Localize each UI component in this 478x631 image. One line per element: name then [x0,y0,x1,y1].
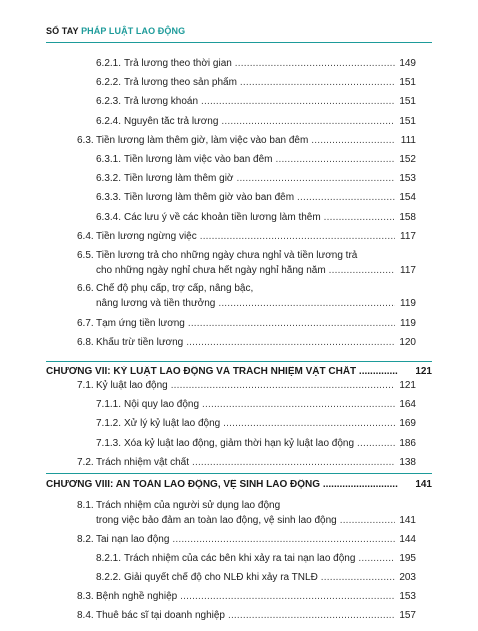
entry-title: nâng lương và tiền thưởng ..... [96,298,395,310]
toc-entry[interactable] [0,96,478,108]
entry-number: 6.2.1. [96,58,122,69]
entry-page: 119 [400,318,416,329]
entry-title: Xóa kỷ luật lao động, giảm thời hạn kỷ luật lao động ..... [124,438,395,450]
entry-number: 7.1.1. [96,399,122,410]
entry-title: Thuê bác sĩ tại doanh nghiệp ..... [96,610,395,622]
entry-page: 153 [399,591,416,602]
entry-page: 144 [399,534,416,545]
entry-page: 186 [399,438,416,449]
entry-page: 151 [399,116,416,127]
header-rule [46,42,432,43]
entry-title-line1: Tiền lương trả cho những ngày chưa nghỉ và tiền lương trả [96,250,358,261]
entry-number: 7.1.3. [96,438,122,449]
entry-page: 203 [399,572,416,583]
entry-number: 8.3. [77,591,94,602]
chapter-page: 121 [415,366,432,377]
entry-number: 6.3.4. [96,212,122,223]
chapter-rule-top [46,473,432,474]
toc-entry[interactable] [0,231,478,243]
toc-entry[interactable] [0,500,478,528]
entry-number: 6.2.3. [96,96,122,107]
entry-title: Xử lý kỷ luật lao động ..... [124,418,395,430]
entry-title: cho những ngày nghỉ chưa hết ngày nghỉ hằng năm ..... [96,265,395,277]
entry-number: 6.3.3. [96,192,122,203]
entry-number: 6.7. [77,318,94,329]
entry-title: Tiền lương ngừng việc ..... [96,231,395,243]
entry-number: 8.1. [77,500,94,511]
toc-entry[interactable] [0,58,478,70]
entry-number: 6.8. [77,337,94,348]
toc-entry[interactable] [0,534,478,546]
entry-page: 154 [399,192,416,203]
toc-entry[interactable] [0,283,478,311]
entry-number: 8.4. [77,610,94,621]
entry-title: trong việc bảo đảm an toàn lao động, vệ sinh lao động ..... [96,515,395,527]
chapter-title: CHƯƠNG VII: KỶ LUẬT LAO ĐỘNG VÀ TRÁCH NHIỆM VẬT CHẤT ..... [46,366,398,377]
entry-page: 117 [400,231,416,242]
entry-page: 138 [399,457,416,468]
toc-entry[interactable] [0,553,478,565]
entry-page: 153 [399,173,416,184]
toc-entry[interactable] [0,337,478,349]
toc-entry[interactable] [0,135,478,147]
entry-page: 158 [399,212,416,223]
entry-number: 7.1. [77,380,94,391]
entry-number: 6.3.1. [96,154,122,165]
entry-number: 6.3. [77,135,94,146]
toc-entry[interactable] [0,572,478,584]
toc-entry[interactable] [0,173,478,185]
entry-title-line1: Trách nhiệm của người sử dụng lao động [96,500,281,511]
entry-title: Tiền lương làm thêm giờ, làm việc vào ban đêm ..... [96,135,395,147]
header-prefix: SỔ TAY [46,26,79,36]
header-title: PHÁP LUẬT LAO ĐỘNG [81,26,186,36]
toc-entry[interactable] [0,318,478,330]
toc-entry[interactable] [0,154,478,166]
entry-page: 151 [399,77,416,88]
toc-entry[interactable] [0,438,478,450]
entry-number: 6.3.2. [96,173,122,184]
entry-title: Tai nạn lao động ..... [96,534,395,546]
toc-entry[interactable] [0,192,478,204]
entry-title: Tiền lương làm thêm giờ vào ban đêm ..... [124,192,395,204]
entry-number: 7.1.2. [96,418,122,429]
entry-page: 121 [399,380,416,391]
entry-page: 151 [399,96,416,107]
entry-number: 6.5. [77,250,94,261]
entry-number: 8.2. [77,534,94,545]
entry-page: 141 [399,515,416,526]
entry-page: 152 [399,154,416,165]
chapter-page: 141 [415,479,432,490]
entry-title: Trả lương theo thời gian ..... [124,58,395,70]
toc-entry[interactable] [0,250,478,278]
toc-entry[interactable] [0,591,478,603]
chapter-heading [46,366,432,378]
entry-number: 6.6. [77,283,94,294]
chapter-rule-top [46,361,432,362]
entry-title: Giải quyết chế độ cho NLĐ khi xảy ra TNLĐ ..... [124,572,395,584]
entry-number: 8.2.2. [96,572,122,583]
toc-entry[interactable] [0,380,478,392]
entry-page: 164 [399,399,416,410]
entry-page: 119 [400,298,416,309]
toc-entry[interactable] [0,116,478,128]
toc-entry[interactable] [0,418,478,430]
chapter-heading [46,479,432,491]
entry-title: Trả lương theo sản phẩm ..... [124,77,395,89]
entry-page: 117 [400,265,416,276]
entry-page: 120 [399,337,416,348]
toc-entry[interactable] [0,457,478,469]
entry-number: 6.2.2. [96,77,122,88]
entry-title: Bệnh nghề nghiệp ..... [96,591,395,603]
entry-number: 6.4. [77,231,94,242]
entry-title: Trách nhiệm vật chất ..... [96,457,395,469]
entry-title: Trả lương khoán ..... [124,96,395,108]
entry-page: 149 [399,58,416,69]
entry-title: Nguyên tắc trả lương ..... [124,116,395,128]
entry-number: 8.2.1. [96,553,122,564]
toc-entry[interactable] [0,212,478,224]
entry-page: 157 [399,610,416,621]
entry-number: 6.2.4. [96,116,122,127]
entry-title: Tiền lương làm việc vào ban đêm ..... [124,154,395,166]
entry-title: Trách nhiệm của các bên khi xảy ra tai nạn lao động ..... [124,553,395,565]
entry-page: 195 [399,553,416,564]
entry-title: Kỷ luật lao động ..... [96,380,395,392]
entry-number: 7.2. [77,457,94,468]
toc-entry[interactable] [0,610,478,622]
running-header [46,26,185,36]
toc-entry[interactable] [0,77,478,89]
entry-page: 169 [399,418,416,429]
entry-title: Tạm ứng tiền lương ..... [96,318,395,330]
toc-entry[interactable] [0,399,478,411]
entry-title: Các lưu ý về các khoản tiền lương làm thêm ..... [124,212,395,224]
entry-title: Tiền lương làm thêm giờ ..... [124,173,395,185]
entry-title: Khấu trừ tiền lương ..... [96,337,395,349]
chapter-title: CHƯƠNG VIII: AN TOÀN LAO ĐỘNG, VỆ SINH LAO ĐỘNG ..... [46,479,398,490]
entry-title-line1: Chế độ phụ cấp, trợ cấp, nâng bậc, [96,283,254,294]
entry-title: Nội quy lao động ..... [124,399,395,411]
entry-page: 111 [400,135,416,146]
